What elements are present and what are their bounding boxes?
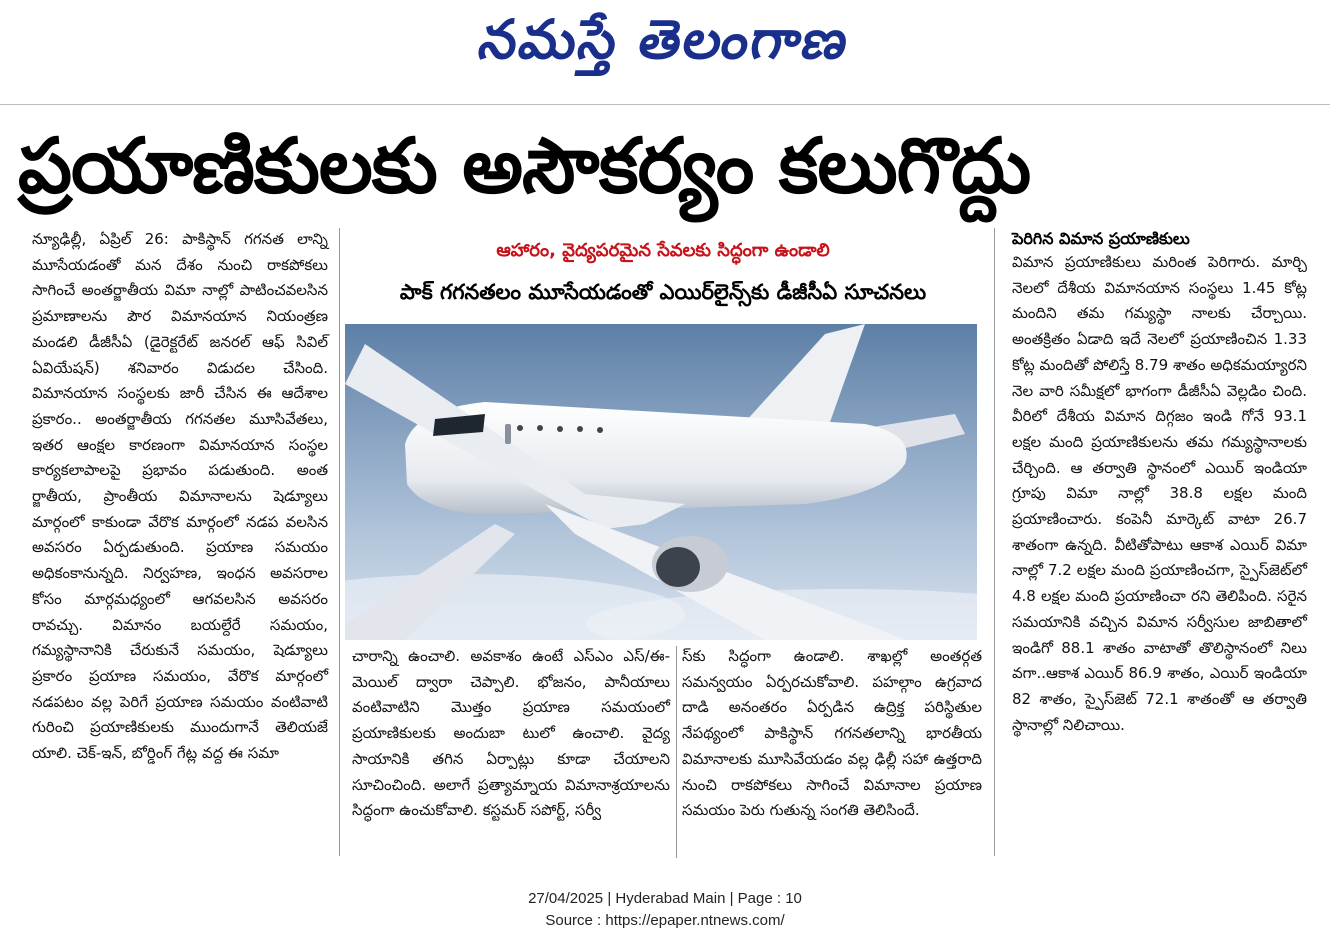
masthead-divider: [0, 104, 1330, 105]
airplane-image: [345, 324, 977, 640]
article-column-2: చారాన్ని ఉంచాలి. అవకాశం ఉంటే ఎస్ఎం ఎస్/ఈ-మెయిల్ ద్వారా చెప్పాలి. భోజనం, పానీయాలు వంటివాటిని మొత్తం ప్రయాణ సమయంలో ప్రయాణికులకు అందుబా టులో ఉంచాలి. వైద్య సాయానికి తగిన ఏర్పాట్లు కూడా చేయాలని సూచించింది. అలాగే ప్రత్యామ్నాయ విమానాశ్రయాలను సిద్ధంగా ఉంచుకోవాలి. కస్టమర్ సపోర్ట్, సర్వీ: [352, 647, 675, 820]
footer-source: Source : https://epaper.ntnews.com/: [545, 912, 785, 929]
footer-date-page: 27/04/2025 | Hyderabad Main | Page : 10: [528, 890, 802, 907]
column-divider: [339, 228, 340, 856]
masthead-logo-title: నమస్తే తెలంగాణ: [474, 7, 856, 71]
column-divider: [994, 228, 995, 856]
subheadline-black: పాక్ గగనతలం మూసేయడంతో ఎయిర్‌లైన్స్‌కు డీజీసీఏ సూచనలు: [399, 280, 927, 304]
article-headline: ప్రయాణికులకు అసౌకర్యం కలుగొద్దు: [18, 121, 1031, 210]
article-column-4: విమాన ప్రయాణికులు మరింత పెరిగారు. మార్చి నెలలో దేశీయ విమానయాన సంస్థలు 1.45 కోట్ల మందిని తమ గమ్యస్థా నాలకు చేర్చాయి. అంతక్రితం ఏడాది ఇదే నెలలో ప్రయాణించిన 1.33 కోట్ల మందితో పోలిస్తే 8.79 శాతం అధికమయ్యారని నెల వారి సమీక్షలో భాగంగా డీజీసీఏ వెల్లడిం చింది. వీరిలో దేశీయ విమాన దిగ్గజం ఇండి గోనే 93.1 లక్షల మంది ప్రయాణికులను తమ గమ్యస్థానాలకు చేర్చింది. ఆ తర్వాతి స్థానంలో ఎయిర్ ఇండియా గ్రూపు విమా నాల్లో 38.8 లక్షల మంది ప్రయాణించారు. కంపెనీ మార్కెట్ వాటా 26.7 శాతంగా ఉన్నది. వీటితోపాటు ఆకాశ ఎయిర్ విమా నాల్లో 7.2 లక్షల మంది ప్రయాణించగా, స్పైస్‌జెట్‌లో 4.8 లక్షల మంది ప్రయాణించా రని తెలిపింది. సరైన సమయానికి వచ్చిన విమాన సర్వీసుల జాబితాలో ఇండిగో 88.1 శాతం వాటాతో తొలిస్థానంలో నిలు వగా..ఆకాశ ఎయిర్ 86.9 శాతం, ఎయిర్ ఇండియా 82 శాతం, స్పైస్‌జెట్ 72.1 శాతంతో ఆ తర్వాతి స్థానాల్లో నిలిచాయి.: [1012, 253, 1312, 734]
article-column-1: న్యూఢిల్లీ, ఏప్రిల్ 26: పాకిస్థాన్ గగనత లాన్ని మూసేయడంతో మన దేశం నుంచి రాకపోకలు సాగించే అంతర్జాతీయ విమా నాల్లో పాటించవలసిన ప్రమాణాలను పౌర విమానయాన నియంత్రణ మండలి డీజీసీఏ (డైరెక్టరేట్ జనరల్ ఆఫ్ సివిల్ ఏవియేషన్) శనివారం విడుదల చేసింది. విమానయాన సంస్థలకు జారీ చేసిన ఈ ఆదేశాల ప్రకారం.. అంతర్జాతీయ గగనతల మూసివేతలు, ఇతర ఆంక్షల కారణంగా విమానయాన సంస్థల కార్యకలాపాలపై ప్రభావం పడుతుంది. అంత ర్జాతీయ, ప్రాంతీయ విమానాలను షెడ్యూలు మార్గంలో కాకుండా వేరొక మార్గంలో నడప వలసిన అవసరం ఏర్పడుతుంది. ప్రయాణ సమయం అధికంకానున్నది. నిర్వహణ, ఇంధన అవసరాల కోసం మార్గమధ్యంలో ఆగవలసిన అవసరం రావచ్చు. విమానం బయల్దేరే సమయం, గమ్యస్థానానికి చేరుకునే సమయం, షెడ్యూలు ప్రకారం ప్రయాణ సమయం, వేరొక మార్గంలో నడపటం వల్ల పెరిగే ప్రయాణ సమయం వంటివాటి గురించి ప్రయాణికులకు ముందుగానే తెలియజే యాలి. చెక్-ఇన్, బోర్డింగ్ గేట్ల వద్ద ఈ సమా: [32, 230, 333, 763]
subheadline-red: ఆహారం, వైద్యపరమైన సేవలకు సిద్ధంగా ఉండాలి: [496, 240, 830, 261]
sidebar-headline: పెరిగిన విమాన ప్రయాణికులు: [1012, 229, 1190, 248]
column-divider: [676, 646, 677, 858]
masthead: [0, 4, 1330, 74]
article-column-3: స్‌కు సిద్ధంగా ఉండాలి. శాఖల్లో అంతర్గత సమన్వయం ఏర్పరచుకోవాలి. పహల్గాం ఉగ్రవాద దాడి అనంతరం ఏర్పడిన ఉద్రిక్త పరిస్థితుల నేపథ్యంలో పాకిస్థాన్ గగనతలాన్ని భారతీయ విమానాలకు మూసివేయడం వల్ల ఢిల్లీ సహా ఉత్తరాది నుంచి రాకపోకలు సాగించే విమానాల ప్రయాణ సమయం పెరు గుతున్న సంగతి తెలిసిందే.: [682, 647, 987, 820]
airplane-photo: [345, 324, 977, 640]
